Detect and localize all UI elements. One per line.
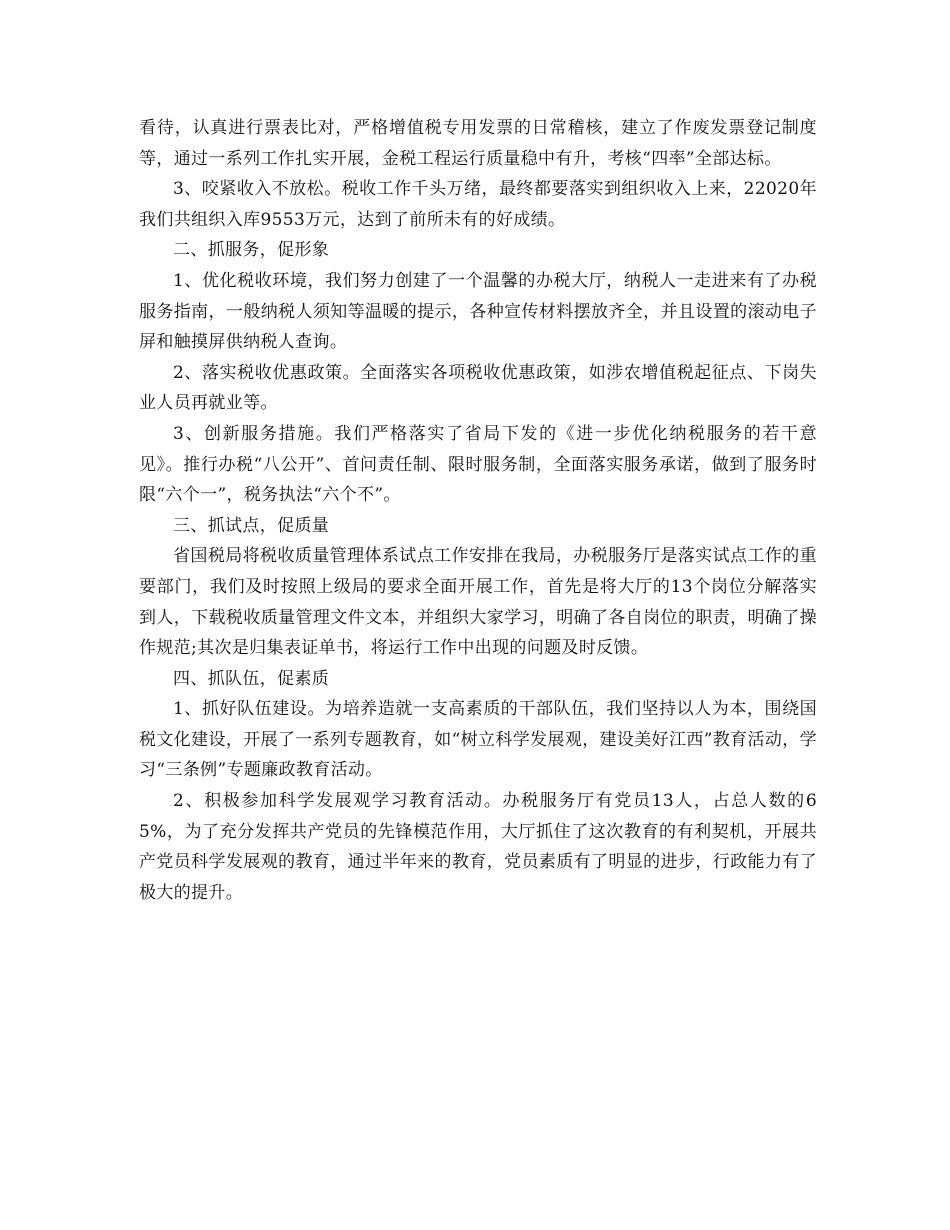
section-heading-pilot: 三、抓试点，促质量 [173, 515, 330, 536]
paragraph-quality-pilot: 省国税局将税收质量管理体系试点工作安排在我局，办税服务厅是落实试点工作的重要部门，我们及时按照上级局的要求全面开展工作，首先是将大厅的13个岗位分解落实到人，下载税收质量管理文件文本，并组织大家学习，明确了各自岗位的职责，明确了操作规范;其次是归集表证单书，将运行工作中出现的问题及时反馈。 [139, 546, 817, 659]
section-heading-team: 四、抓队伍，促素质 [173, 668, 330, 689]
paragraph-tax-incentives: 2、落实税收优惠政策。全面落实各项税收优惠政策，如涉农增值税起征点、下岗失业人员再就业等。 [139, 362, 817, 414]
paragraph-service-innovation: 3、创新服务措施。我们严格落实了省局下发的《进一步优化纳税服务的若干意见》。推行办税“八公开”、首问责任制、限时服务制，全面落实服务承诺，做到了服务时限“六个一”，税务执法“六个不”。 [139, 423, 817, 506]
paragraph-revenue-collection: 3、咬紧收入不放松。税收工作千头万绪，最终都要落实到组织收入上来，22020年我们共组织入库9553万元，达到了前所未有的好成绩。 [139, 179, 817, 230]
section-heading-service: 二、抓服务，促形象 [173, 240, 330, 261]
document-page [139, 113, 817, 908]
paragraph-optimize-environment: 1、优化税收环境，我们努力创建了一个温馨的办税大厅，纳税人一走进来有了办税服务指南，一般纳税人须知等温暖的提示，各种宣传材料摆放齐全，并且设置的滚动电子屏和触摸屏供纳税人查询。 [139, 270, 817, 353]
paragraph-team-building: 1、抓好队伍建设。为培养造就一支高素质的干部队伍，我们坚持以人为本，围绕国税文化建设，开展了一系列专题教育，如“树立科学发展观，建设美好江西”教育活动，学习“三条例”专题廉政教育活动。 [139, 699, 817, 781]
paragraph-continuation: 看待，认真进行票表比对，严格增值税专用发票的日常稽核，建立了作废发票登记制度等，通过一系列工作扎实开展，金税工程运行质量稳中有升，考核“四率”全部达标。 [139, 118, 817, 169]
paragraph-party-education: 2、积极参加科学发展观学习教育活动。办税服务厅有党员13人，占总人数的65%，为了充分发挥共产党员的先锋模范作用，大厅抓住了这次教育的有利契机，开展共产党员科学发展观的教育，通过半年来的教育，党员素质有了明显的进步，行政能力有了极大的提升。 [139, 791, 817, 903]
